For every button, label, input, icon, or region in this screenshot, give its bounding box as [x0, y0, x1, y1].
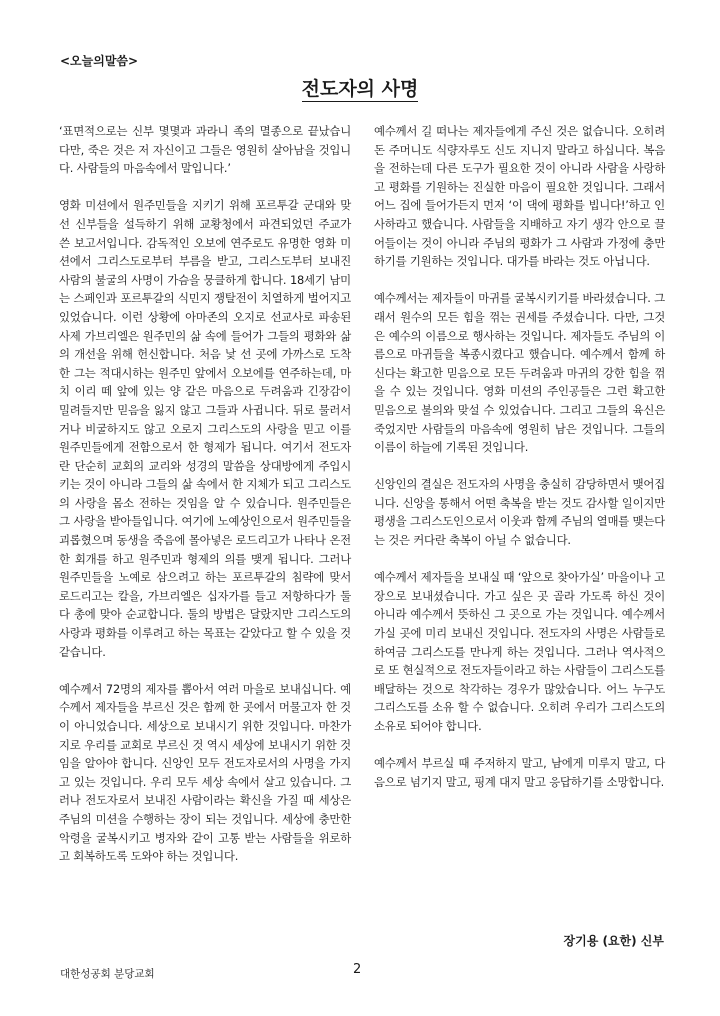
paragraph: 영화 미션에서 원주민들을 지키기 위해 포르투갈 군대와 맞선 신부들을 설득하기 위해 교황청에서 파견되었던 주교가 쓴 보고서입니다. 감독적인 오보에 연주로도 유명한 영화 미션에서 그리스도로부터 부름을 받고, 그리스도부터 보내진 사람의 불굴의 사명이 가슴을 뭉클하게 합니다. 18세기 남미는 스페인과 포르투갈의 식민지 쟁탈전이 치열하게 벌어지고 있었습니다. 이런 상황에 아마존의 오지로 선교사로 파송된 사제 가브리엘은 원주민의 삶 속에 들어가 그들의 평화와 삶의 개선을 위해 헌신합니다. 처음 낯 선 곳에 가까스로 도착한 그는 적대시하는 원주민 앞에서 오보에를 연주하는데, 마치 이리 떼 앞에 있는 양 같은 마음으로 두려움과 긴장감이 밀려들지만 믿음을 잃지 않고 그들과 사귑니다. 뒤로 물러서거나 비굴하지도 않고 오로지 그리스도의 사랑을 믿고 이를 원주민들에게 전함으로서 한 형제가 됩니다. 여기서 전도자란 단순히 교회의 교리와 성경의 말씀을 상대방에게 주입시키는 것이 아니라 그들의 삶 속에서 한 지체가 되고 그리스도의 사랑을 몸소 전하는 것임을 알 수 있습니다. 원주민들은 그 사랑을 받아들입니다. 여기에 노예상인으로서 원주민들을 괴롭혔으며 동생을 죽음에 몰아넣은 로드리고가 나타나 온전한 회개를 하고 원주민과 형제의 의를 맺게 됩니다. 그러나 원주민들을 노예로 삼으려고 하는 포르투갈의 침략에 맞서 로드리고는 칼을, 가브리엘은 십자가를 들고 저항하다가 둘 다 총에 맞아 순교합니다. 둘의 방법은 달랐지만 그리스도의 사랑과 평화를 이루려고 하는 목표는 같았다고 할 수 있을 것 같습니다.	[59, 198, 351, 659]
section-label: <오늘의말씀>	[60, 54, 139, 68]
right-column	[374, 122, 665, 810]
page-title-text: 전도자의 사명	[301, 78, 419, 100]
paragraph: 예수께서 제자들을 보내실 때 ‘앞으로 찾아가실’ 마을이나 고장으로 보내셨습니다. 가고 싶은 곳 골라 가도록 하신 것이 아니라 예수께서 뜻하신 그 곳으로 가는 것입니다. 예수께서 가실 곳에 미리 보내신 것입니다. 전도자의 사명은 사람들로 하여금 그리스도를 만나게 하는 것입니다. 그러나 역사적으로 또 현실적으로 전도자들이라고 하는 사람들이 그리스도를 배달하는 것으로 착각하는 경우가 많았습니다. 어느 누구도 그리스도를 소유 할 수 없습니다. 오히려 우리가 그리스도의 소유로 되어야 합니다.	[374, 570, 665, 733]
left-column	[59, 122, 351, 884]
paragraph: 예수께서는 제자들이 마귀를 굴복시키기를 바라셨습니다. 그래서 원수의 모든 힘을 꺾는 권세를 주셨습니다. 다만, 그것은 예수의 이름으로 행사하는 것입니다. 제자들도 주님의 이름으로 마귀들을 복종시켰다고 했습니다. 예수께서 함께 하신다는 확고한 믿음으로 모든 두려움과 마귀의 강한 힘을 꺾을 수 있는 것입니다. 영화 미션의 주인공들은 그런 확고한 믿음으로 불의와 맞설 수 있었습니다. 그리고 그들의 육신은 죽었지만 사람들의 마음속에 영원히 남은 것입니다. 그들의 이름이 하늘에 기록된 것입니다.	[374, 291, 665, 455]
footer-organization: 대한성공회 분당교회	[60, 968, 155, 980]
paragraph: 예수께서 부르실 때 주저하지 말고, 남에게 미루지 말고, 다음으로 넘기지 말고, 핑계 대지 말고 응답하기를 소망합니다.	[374, 756, 665, 789]
author-signature: 장기용 (요한) 신부	[563, 934, 664, 948]
paragraph: 예수께서 72명의 제자를 뽑아서 여러 마을로 보내십니다. 예수께서 제자들을 부르신 것은 함께 한 곳에서 머물고자 한 것이 아니었습니다. 세상으로 보내시기 위한 것입니다. 마찬가지로 우리를 교회로 부르신 것 역시 세상에 보내시기 위한 것임을 알아야 합니다. 신앙인 모두 전도자로서의 사명을 가지고 있는 것입니다. 우리 모두 세상 속에서 살고 있습니다. 그러나 전도자로서 보내진 사람이라는 확신을 가질 때 세상은 주님의 미션을 수행하는 장이 되는 것입니다. 세상에 충만한 악령을 굴복시키고 병자와 같이 고통 받는 사람들을 위로하고 회복하도록 도와야 하는 것입니다.	[59, 681, 351, 864]
paragraph: 예수께서 길 떠나는 제자들에게 주신 것은 없습니다. 오히려 돈 주머니도 식량자루도 신도 지니지 말라고 하십니다. 복음을 전하는데 다른 도구가 필요한 것이 아니라 사람을 사랑하고 평화를 기원하는 진실한 마음이 필요한 것입니다. 그래서 어느 집에 들어가든지 먼저 ‘이 댁에 평화를 빕니다!’하고 인사하라고 했습니다. 사람들을 지배하고 자기 생각 안으로 끌어들이는 것이 아니라 주님의 평화가 그 사람과 가정에 충만하기를 기원하는 것입니다. 대가를 바라는 것도 아닙니다.	[374, 124, 665, 269]
page-title	[0, 74, 720, 101]
paragraph: 신앙인의 결실은 전도자의 사명을 충실히 감당하면서 맺어집니다. 신앙을 통해서 어떤 축복을 받는 것도 감사할 일이지만 평생을 그리스도인으로서 이웃과 함께 주님의 열매를 맺는다는 것은 커다란 축복이 아닐 수 없습니다.	[374, 477, 665, 548]
page-number: 2	[353, 962, 362, 977]
paragraph: ‘표면적으로는 신부 몇몇과 과라니 족의 멸종으로 끝났습니다만, 죽은 것은 저 자신이고 그들은 영원히 살아남을 것입니다. 사람들의 마음속에서 말입니다.’	[59, 124, 351, 176]
